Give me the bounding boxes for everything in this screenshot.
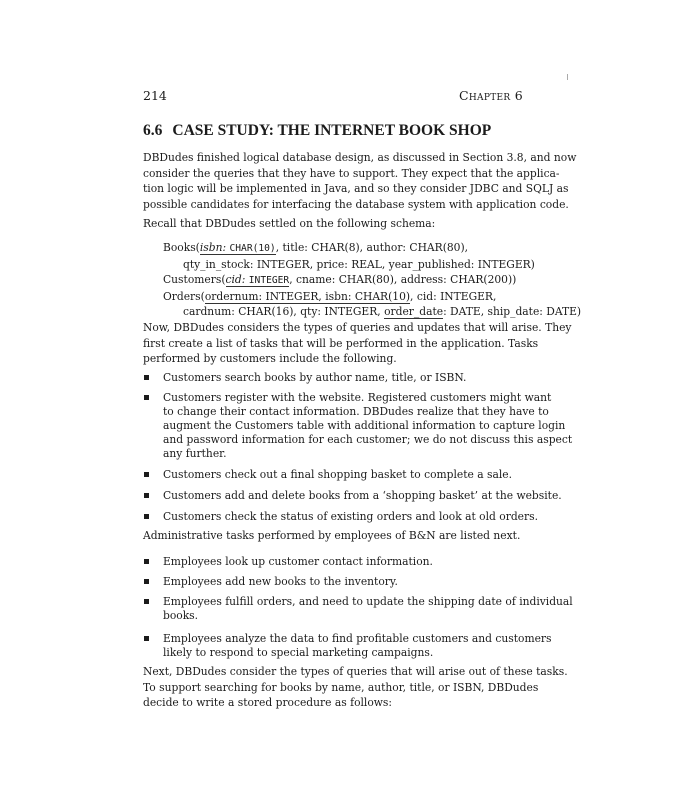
text-line: consider the queries that they have to support. They expect that the applica- — [143, 166, 560, 180]
running-header — [143, 88, 523, 104]
text-line: tion logic will be implemented in Java, and so they consider JDBC and SQLJ as — [143, 182, 569, 195]
list-item: Employees fulfill orders, and need to update the shipping date of individual books. — [143, 595, 525, 623]
list-item: Employees analyze the data to find profitable customers and customers likely to respond to special marketing campaigns. — [143, 632, 525, 660]
scan-speck — [567, 74, 568, 80]
section-heading — [143, 122, 491, 140]
list-item: Employees add new books to the inventory. — [143, 575, 525, 589]
customer-task-list — [143, 371, 573, 530]
admin-paragraph — [143, 528, 525, 544]
intro-paragraph — [143, 150, 577, 212]
bullet-icon — [144, 599, 149, 604]
text-line: Recall that DBDudes settled on the following schema: — [143, 217, 436, 230]
bullet-icon — [144, 472, 149, 477]
chapter-label: Chapter 6 — [459, 88, 523, 103]
page-number: 214 — [143, 88, 167, 103]
text-line: decide to write a stored procedure as follows: — [143, 696, 393, 709]
list-item: Customers check out a final shopping basket to complete a sale. — [143, 468, 525, 482]
schema-books-cont: qty_in_stock: INTEGER, price: REAL, year_published: INTEGER) — [183, 257, 535, 271]
employee-task-list — [143, 555, 573, 666]
text-line: DBDudes finished logical database design, as discussed in Section 3.8, and now — [143, 151, 577, 164]
text-line: Now, DBDudes considers the types of queries and updates that will arise. They — [143, 321, 572, 334]
bullet-icon — [144, 395, 149, 400]
list-item: Customers check the status of existing orders and look at old orders. — [143, 510, 525, 524]
section-title: CASE STUDY: THE INTERNET BOOK SHOP — [172, 122, 492, 139]
bullet-icon — [144, 559, 149, 564]
schema-books: Books(isbn: CHAR(10), title: CHAR(8), author: CHAR(80), — [163, 241, 469, 254]
schema-block — [163, 240, 582, 320]
bullet-icon — [144, 636, 149, 641]
bullet-icon — [144, 514, 149, 519]
procedure-paragraph — [143, 664, 568, 711]
recall-paragraph — [143, 216, 525, 232]
list-item: Employees look up customer contact information. — [143, 555, 525, 569]
bullet-icon — [144, 493, 149, 498]
list-item: Customers add and delete books from a ‘shopping basket’ at the website. — [143, 489, 525, 503]
tasks-intro-paragraph — [143, 320, 572, 367]
text-line: Administrative tasks performed by employees of B&N are listed next. — [143, 529, 521, 542]
schema-orders: Orders(ordernum: INTEGER, isbn: CHAR(10), cid: INTEGER, — [163, 289, 497, 303]
section-number: 6.6 — [143, 122, 163, 139]
text-line: Next, DBDudes consider the types of queries that will arise out of these tasks. — [143, 665, 568, 678]
list-item: Customers search books by author name, title, or ISBN. — [143, 371, 525, 385]
text-line: To support searching for books by name, author, title, or ISBN, DBDudes — [143, 680, 539, 694]
bullet-icon — [144, 375, 149, 380]
text-line: possible candidates for interfacing the database system with application code. — [143, 197, 569, 211]
schema-customers: Customers(cid: INTEGER, cname: CHAR(80), address: CHAR(200)) — [163, 273, 517, 287]
schema-orders-cont: cardnum: CHAR(16), qty: INTEGER, order_date: DATE, ship_date: DATE) — [183, 305, 582, 319]
bullet-icon — [144, 579, 149, 584]
text-line: performed by customers include the following. — [143, 352, 397, 365]
list-item: Customers register with the website. Registered customers might want to change their contact information. DBDudes realize that they have to augment the Customers table with additional information to capture login and password information for each customer; we do not discuss this aspect any further. — [143, 391, 525, 461]
text-line: first create a list of tasks that will be performed in the application. Tasks — [143, 336, 539, 350]
